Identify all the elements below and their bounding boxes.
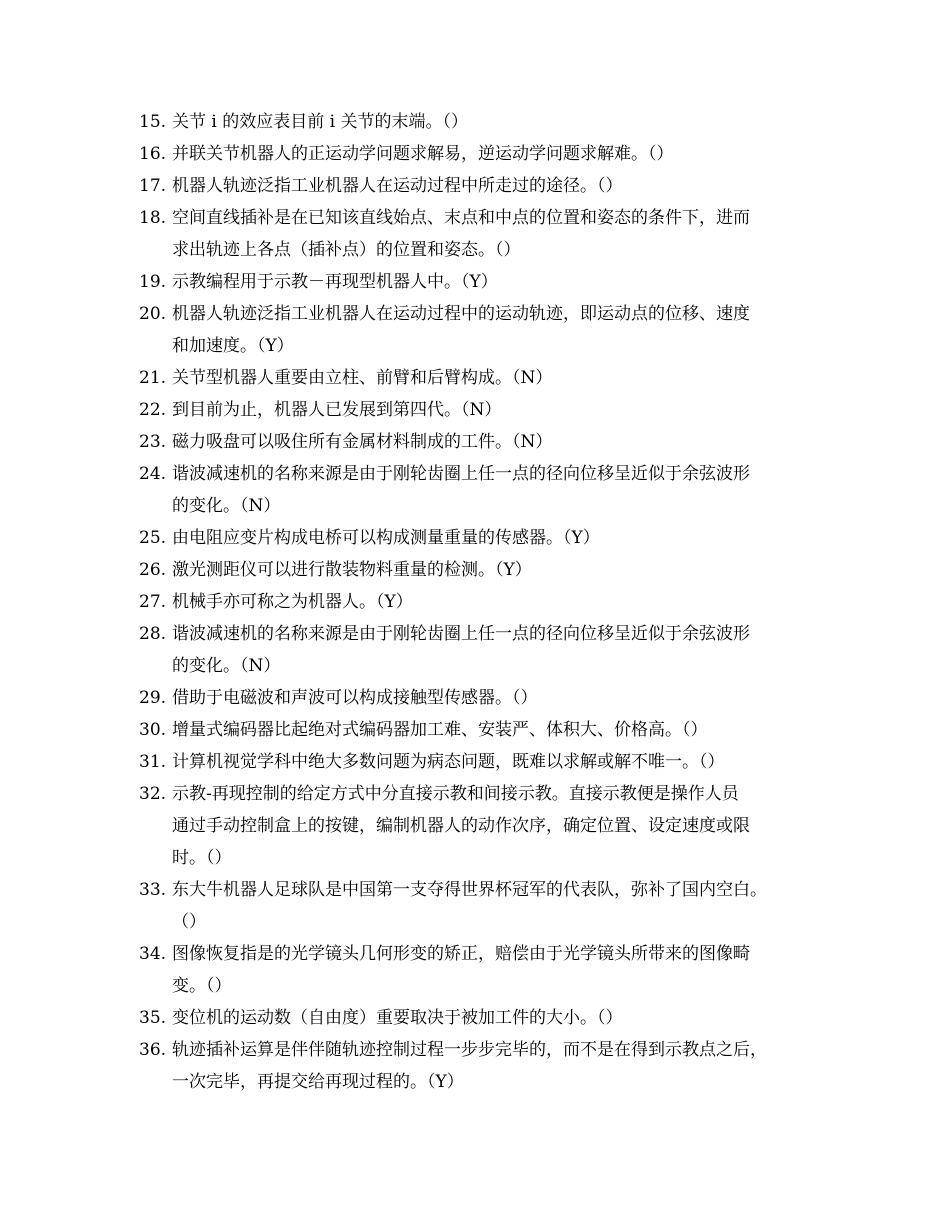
question-text-line: 时。（）: [172, 848, 232, 868]
question-text-line: 谐波减速机的名称来源是由于刚轮齿圈上任一点的径向位移呈近似于余弦波形: [172, 624, 750, 644]
question-item: [139, 554, 829, 586]
question-number: 22.: [139, 400, 167, 420]
question-text: [172, 682, 829, 714]
question-text: [172, 394, 829, 426]
question-text-line: 磁力吸盘可以吸住所有金属材料制成的工件。（N）: [172, 432, 553, 452]
question-number: 27.: [139, 592, 167, 612]
question-text: [172, 170, 829, 202]
question-item: [139, 426, 829, 458]
question-text: [172, 554, 829, 586]
question-text: [172, 458, 829, 522]
question-number: 20.: [139, 304, 167, 324]
question-item: [139, 714, 829, 746]
question-item: [139, 170, 829, 202]
question-item: [139, 106, 829, 138]
question-text-line: 的变化。（N）: [172, 656, 281, 676]
question-text-line: 一次完毕，再提交给再现过程的。（Y）: [172, 1072, 464, 1092]
question-text-line: 计算机视觉学科中绝大多数问题为病态问题，既难以求解或解不唯一。（）: [172, 752, 725, 772]
question-list: [139, 106, 829, 1098]
question-text: [172, 618, 829, 682]
question-text-line: 变。（）: [172, 976, 232, 996]
question-text-line: 变位机的运动数（自由度）重要取决于被加工件的大小。（）: [172, 1008, 623, 1028]
question-item: [139, 938, 829, 1002]
question-item: [139, 1002, 829, 1034]
question-number: 32.: [139, 784, 167, 804]
question-number: 18.: [139, 208, 167, 228]
question-text: [172, 106, 829, 138]
question-text-line: 图像恢复指是的光学镜头几何形变的矫正，赔偿由于光学镜头所带来的图像畸: [172, 944, 750, 964]
question-item: [139, 458, 829, 522]
question-item: [139, 746, 829, 778]
question-item: [139, 202, 829, 266]
question-text-line: 由电阻应变片构成电桥可以构成测量重量的传感器。（Y）: [172, 528, 600, 548]
question-text-line: 关节 i 的效应表目前 i 关节的末端。（）: [172, 112, 468, 132]
question-text-line: 到目前为止，机器人已发展到第四代。（N）: [172, 400, 502, 420]
question-text: [172, 714, 829, 746]
question-number: 35.: [139, 1008, 167, 1028]
question-text-line: 机器人轨迹泛指工业机器人在运动过程中所走过的途径。（）: [172, 176, 623, 196]
question-number: 15.: [139, 112, 167, 132]
question-number: 28.: [139, 624, 167, 644]
question-number: 30.: [139, 720, 167, 740]
question-text: [172, 202, 829, 266]
question-item: [139, 618, 829, 682]
question-item: [139, 874, 829, 938]
question-text-line: 东大牛机器人足球队是中国第一支夺得世界杯冠军的代表队，弥补了国内空白。: [172, 880, 767, 900]
question-number: 29.: [139, 688, 167, 708]
question-number: 23.: [139, 432, 167, 452]
question-text: [172, 522, 829, 554]
question-text: [172, 362, 829, 394]
question-item: [139, 138, 829, 170]
question-text-line: 增量式编码器比起绝对式编码器加工难、安装严、体积大、价格高。（）: [172, 720, 708, 740]
question-number: 24.: [139, 464, 167, 484]
question-text: [172, 138, 829, 170]
question-item: [139, 362, 829, 394]
question-item: [139, 682, 829, 714]
question-text-line: 空间直线插补是在已知该直线始点、末点和中点的位置和姿态的条件下，进而: [172, 208, 750, 228]
question-text: [172, 778, 829, 874]
question-number: 19.: [139, 272, 167, 292]
question-text: [172, 586, 829, 618]
question-text-line: 激光测距仪可以进行散装物料重量的检测。（Y）: [172, 560, 532, 580]
question-text: [172, 1002, 829, 1034]
question-number: 16.: [139, 144, 167, 164]
question-number: 21.: [139, 368, 167, 388]
question-text-line: 机械手亦可称之为机器人。（Y）: [172, 592, 413, 612]
question-number: 36.: [139, 1040, 167, 1060]
question-text: [172, 298, 829, 362]
question-text: [172, 746, 829, 778]
question-text-line: 借助于电磁波和声波可以构成接触型传感器。（）: [172, 688, 538, 708]
question-item: [139, 586, 829, 618]
question-item: [139, 298, 829, 362]
question-text-line: 示教-再现控制的给定方式中分直接示教和间接示教。直接示教便是操作人员: [172, 784, 739, 804]
question-text-line: （）: [172, 912, 206, 932]
question-number: 26.: [139, 560, 167, 580]
question-item: [139, 522, 829, 554]
question-text-line: 的变化。（N）: [172, 496, 281, 516]
question-text: [172, 266, 829, 298]
question-text-line: 并联关节机器人的正运动学问题求解易，逆运动学问题求解难。（）: [172, 144, 674, 164]
question-text-line: 关节型机器人重要由立柱、前臂和后臂构成。（N）: [172, 368, 553, 388]
question-number: 25.: [139, 528, 167, 548]
question-text-line: 轨迹插补运算是伴伴随轨迹控制过程一步步完毕的，而不是在得到示教点之后，: [172, 1040, 767, 1060]
question-item: [139, 1034, 829, 1098]
question-number: 34.: [139, 944, 167, 964]
question-text: [172, 1034, 829, 1098]
question-item: [139, 266, 829, 298]
question-text: [172, 874, 829, 938]
question-text-line: 和加速度。（Y）: [172, 336, 294, 356]
question-number: 33.: [139, 880, 167, 900]
question-text-line: 谐波减速机的名称来源是由于刚轮齿圈上任一点的径向位移呈近似于余弦波形: [172, 464, 750, 484]
question-text: [172, 938, 829, 1002]
question-number: 17.: [139, 176, 167, 196]
question-text-line: 通过手动控制盒上的按键，编制机器人的动作次序，确定位置、设定速度或限: [172, 816, 750, 836]
question-number: 31.: [139, 752, 167, 772]
question-text-line: 求出轨迹上各点（插补点）的位置和姿态。（）: [172, 240, 521, 260]
question-item: [139, 778, 829, 874]
question-item: [139, 394, 829, 426]
question-text-line: 示教编程用于示教－再现型机器人中。（Y）: [172, 272, 498, 292]
question-text: [172, 426, 829, 458]
question-text-line: 机器人轨迹泛指工业机器人在运动过程中的运动轨迹，即运动点的位移、速度: [172, 304, 750, 324]
